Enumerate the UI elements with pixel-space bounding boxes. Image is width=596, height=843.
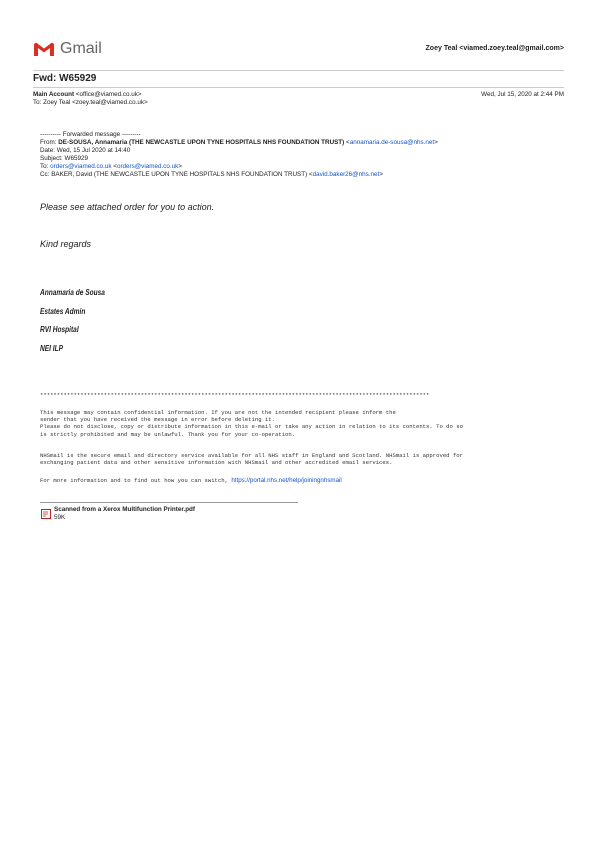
account-label: Zoey Teal <viamed.zoey.teal@gmail.com>: [425, 45, 564, 52]
forwarded-to-email-link[interactable]: orders@viamed.co.uk: [50, 163, 112, 170]
body-line-1: Please see attached order for you to action.: [40, 202, 215, 212]
body-line-2: Kind regards: [40, 239, 92, 249]
gmail-m-icon: [33, 41, 55, 57]
gmail-header: [33, 40, 564, 71]
attachment-name[interactable]: Scanned from a Xerox Multifunction Printer.pdf: [54, 506, 195, 513]
forwarded-from-name: DE-SOUSA, Annamaria (THE NEWCASTLE UPON TYNE HOSPITALS NHS FOUNDATION TRUST): [58, 139, 345, 146]
gmail-logo: [33, 40, 102, 58]
pdf-icon[interactable]: [40, 507, 52, 519]
email-subject: Fwd: W65929: [33, 73, 97, 84]
sender-name: Main Account: [33, 91, 75, 98]
email-date: Wed, Jul 15, 2020 at 2:44 PM: [481, 91, 564, 98]
forwarded-header: [40, 131, 438, 179]
forwarded-cc: Cc: BAKER, David (THE NEWCASTLE UPON TYNE HOSPITALS NHS FOUNDATION TRUST) <david.baker26@nhs.net>: [40, 171, 383, 178]
subject-divider: [33, 87, 564, 88]
signature-unit: NEI ILP: [40, 344, 63, 353]
recipient-line: To: Zoey Teal <zoey.teal@viamed.co.uk>: [33, 99, 148, 106]
forwarded-to: To: orders@viamed.co.uk <orders@viamed.co.uk>: [40, 163, 182, 170]
nhsmail-help-link[interactable]: https://portal.nhs.net/help/joiningnhsmail: [231, 477, 342, 484]
signature-name: Annamaria de Sousa: [40, 288, 105, 297]
forwarded-from-email-link[interactable]: annamaria.de-sousa@nhs.net: [349, 139, 435, 146]
disclaimer-paragraph-1: This message may contain confidential information. If you are not the intended recipient please inform the sender that you have received the message in error before deleting it. Please do not disclose, copy or distribute information in this e-mail or take any action in relation to its contents. To do so is strictly prohibited and may be unlawful. Thank you for your co-operation.: [40, 409, 463, 438]
forwarded-cc-email-link[interactable]: david.baker26@nhs.net: [312, 171, 380, 178]
forwarded-to-email-link-2[interactable]: orders@viamed.co.uk: [116, 163, 179, 170]
disclaimer-paragraph-2: NHSmail is the secure email and directory service available for all NHS staff in England and Scotland. NHSmail is approved for exchanging patient data and other sensitive information with NHSmail and other accredited email services.: [40, 452, 463, 467]
disclaimer-stars: ********************************************************************************************************************: [40, 392, 430, 399]
signature-title: Estates Admin: [40, 307, 86, 316]
attachment-divider: [40, 502, 298, 503]
gmail-logo-text: Gmail: [60, 40, 102, 57]
sender-line: [33, 91, 142, 99]
pdf-file-icon: [40, 508, 52, 520]
forwarded-date: Date: Wed, 15 Jul 2020 at 14:40: [40, 147, 131, 154]
attachment-size: 59K: [54, 514, 66, 521]
forwarded-from: From: DE-SOUSA, Annamaria (THE NEWCASTLE UPON TYNE HOSPITALS NHS FOUNDATION TRUST) <annamaria.de-sousa@nhs.net>: [40, 139, 438, 146]
forwarded-divider: ---------- Forwarded message ---------: [40, 131, 141, 138]
signature-hospital: RVI Hospital: [40, 325, 79, 334]
disclaimer-paragraph-3: For more information and to find out how you can switch, https://portal.nhs.net/help/joiningnhsmail: [40, 477, 342, 484]
sender-address: <office@viamed.co.uk>: [75, 91, 142, 98]
forwarded-subject: Subject: W65929: [40, 155, 88, 162]
